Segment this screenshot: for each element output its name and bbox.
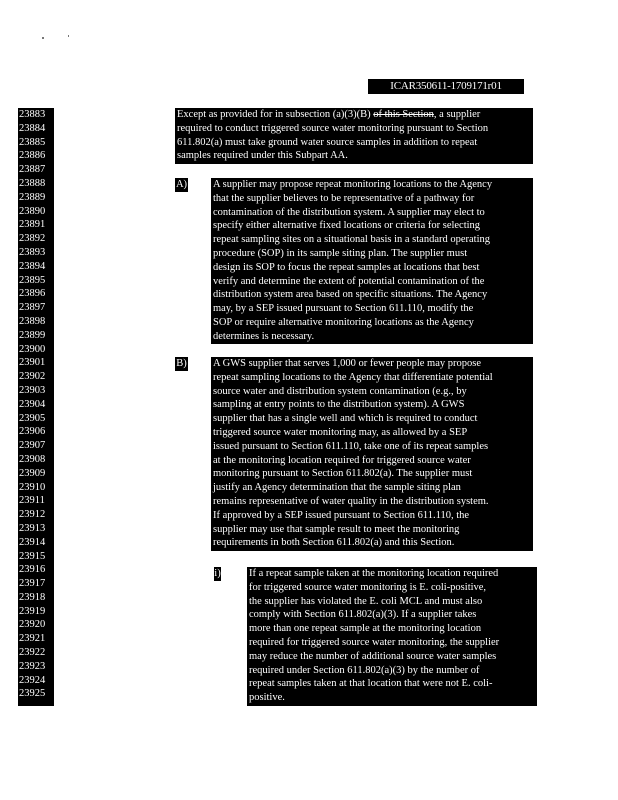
line-number-gutter	[18, 108, 54, 706]
line-number: 23888	[19, 177, 46, 189]
line-number: 23900	[19, 343, 46, 355]
line-number: 23890	[19, 205, 46, 217]
line-number: 23921	[19, 633, 46, 645]
line-number: 23916	[19, 564, 46, 576]
intro-line: 611.802(a) must take ground water source samples in addition to repeat	[177, 136, 478, 148]
intro-line	[175, 108, 533, 122]
paragraph-line: issued pursuant to Section 611.110, take one of its repeat samples	[213, 440, 489, 452]
subsection-label-i: i)	[214, 568, 221, 579]
paragraph-line: source water and distribution system contamination (e.g., by	[213, 385, 467, 397]
intro-line1-before: Except as provided for in subsection (a)(3)(B)	[177, 109, 374, 120]
scan-speck	[42, 37, 44, 39]
line-number: 23901	[19, 357, 46, 369]
struck-text: of this Section	[373, 109, 434, 120]
line-number: 23925	[19, 688, 46, 700]
paragraph-line: monitoring pursuant to Section 611.802(a). The supplier must	[213, 468, 473, 480]
line-number: 23919	[19, 605, 46, 617]
paragraph-line: the supplier has violated the E. coli MCL and must also	[249, 595, 483, 607]
line-number: 23897	[19, 302, 46, 314]
paragraph-line: SOP or require alternative monitoring locations as the Agency	[213, 316, 474, 328]
paragraph-line: If a repeat sample taken at the monitoring location required	[249, 568, 499, 579]
line-number: 23896	[19, 288, 46, 300]
line-number: 23922	[19, 647, 46, 659]
subsection-b-paragraph	[211, 357, 533, 551]
line-number: 23918	[19, 591, 46, 603]
line-number: 23912	[19, 509, 46, 521]
line-number: 23884	[19, 122, 46, 134]
line-number: 23924	[19, 674, 46, 686]
intro-line: required to conduct triggered source water monitoring pursuant to Section	[177, 122, 489, 134]
paragraph-line: for triggered source water monitoring is E. coli-positive,	[249, 581, 487, 593]
line-number: 23914	[19, 536, 46, 548]
paragraph-line: repeat sampling sites on a situational basis in a standard operating	[213, 234, 491, 246]
line-number: 23911	[19, 495, 45, 507]
paragraph-line: required under Section 611.802(a)(3) by the number of	[249, 664, 480, 676]
line-number: 23904	[19, 398, 46, 410]
paragraph-line: positive.	[249, 692, 285, 704]
paragraph-line: at the monitoring location required for triggered source water	[213, 454, 471, 466]
paragraph-line: may, by a SEP issued pursuant to Section 611.110, modify the	[213, 303, 474, 315]
line-number: 23895	[19, 274, 46, 286]
line-number: 23913	[19, 522, 46, 534]
subsection-label-b: B)	[176, 358, 187, 369]
line-number: 23908	[19, 453, 46, 465]
line-number: 23903	[19, 384, 46, 396]
document-id-header: ICAR350611-1709171r01	[368, 79, 524, 94]
line-number: 23917	[19, 578, 46, 590]
line-number: 23898	[19, 315, 46, 327]
line-number: 23923	[19, 660, 46, 672]
line-number: 23886	[19, 150, 46, 162]
paragraph-line: specify either alternative fixed locations or criteria for selecting	[213, 220, 481, 232]
intro-paragraph	[175, 108, 533, 164]
paragraph-line: comply with Section 611.802(a)(3). If a supplier takes	[249, 609, 477, 621]
paragraph-line: design its SOP to focus the repeat samples at locations that best	[213, 261, 480, 273]
subsection-a-paragraph	[211, 178, 533, 344]
paragraph-line: remains representative of water quality in the distribution system.	[213, 495, 489, 507]
paragraph-line: repeat samples taken at that location that were not E. coli-	[249, 678, 493, 690]
scan-speck	[68, 35, 69, 37]
line-number: 23907	[19, 440, 46, 452]
paragraph-line: A GWS supplier that serves 1,000 or fewer people may propose	[213, 358, 481, 369]
line-number: 23906	[19, 426, 46, 438]
paragraph-line: that the supplier believes to be representative of a pathway for	[213, 192, 475, 204]
line-number: 23883	[19, 109, 46, 120]
line-number: 23910	[19, 481, 46, 493]
line-number: 23905	[19, 412, 46, 424]
paragraph-line: required for triggered source water monitoring, the supplier	[249, 636, 500, 648]
line-number: 23885	[19, 136, 46, 148]
paragraph-line: contamination of the distribution system. A supplier may elect to	[213, 206, 485, 218]
line-number: 23915	[19, 550, 46, 562]
paragraph-line: requirements in both Section 611.802(a) and this Section.	[213, 537, 455, 549]
paragraph-line: distribution system area based on specific situations. The Agency	[213, 289, 488, 301]
paragraph-line: determines is necessary.	[213, 330, 315, 342]
paragraph-line: justify an Agency determination that the sample siting plan	[213, 482, 461, 494]
paragraph-line: triggered source water monitoring may, as allowed by a SEP	[213, 426, 468, 438]
paragraph-line: more than one repeat sample at the monitoring location	[249, 623, 482, 635]
line-number: 23902	[19, 371, 46, 383]
line-number: 23892	[19, 233, 46, 245]
subsection-i-paragraph	[247, 567, 537, 706]
intro-line1-after: , a supplier	[433, 109, 481, 120]
paragraph-line: If approved by a SEP issued pursuant to Section 611.110, the	[213, 509, 470, 521]
paragraph-line: may reduce the number of additional source water samples	[249, 650, 497, 662]
paragraph-line: procedure (SOP) in its sample siting plan. The supplier must	[213, 247, 468, 259]
intro-line: samples required under this Subpart AA.	[177, 150, 348, 162]
line-number: 23889	[19, 191, 46, 203]
line-number: 23899	[19, 329, 46, 341]
line-number: 23891	[19, 219, 46, 231]
paragraph-line: supplier may use that sample result to meet the monitoring	[213, 523, 460, 535]
line-number: 23894	[19, 260, 46, 272]
line-number: 23920	[19, 619, 46, 631]
line-number: 23909	[19, 467, 46, 479]
paragraph-line: repeat sampling locations to the Agency that differentiate potential	[213, 371, 493, 383]
line-number: 23887	[19, 164, 46, 176]
paragraph-line: A supplier may propose repeat monitoring locations to the Agency	[213, 179, 493, 190]
paragraph-line: sampling at entry points to the distribution system). A GWS	[213, 399, 465, 411]
paragraph-line: verify and determine the extent of potential contamination of the	[213, 275, 485, 287]
subsection-label-a: A)	[175, 179, 188, 190]
line-number: 23893	[19, 246, 46, 258]
paragraph-line: supplier that has a single well and which is required to conduct	[213, 413, 478, 425]
